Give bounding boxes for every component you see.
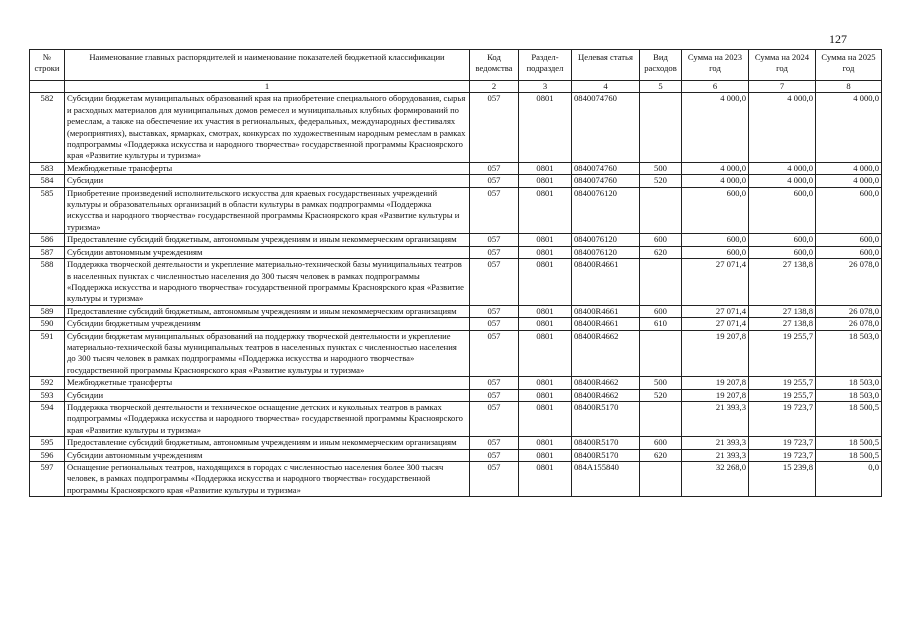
row-sum-2023: 21 393,3 bbox=[682, 401, 749, 436]
row-name: Субсидии бюджетам муниципальных образований края на приобретение специального оборудования, сырья и расходных материалов для муниципальных домов ремесел и муниципальных клубных формирований по ремеслам, а также на обеспечение их участия в региональных, федеральных, международных фестивалях (мероприятиях), выставках, ярмарках, смотрах, конкурсах по художественным народным ремеслам в рамках подпрограммы «Поддержка искусства и народного творчества» государственной программы Красноярского края «Развитие культуры и туризма» bbox=[65, 93, 470, 162]
row-sum-2025: 18 500,5 bbox=[816, 449, 882, 461]
row-target-code: 0840076120 bbox=[572, 234, 640, 246]
row-sum-2024: 600,0 bbox=[749, 246, 816, 258]
row-sum-2024: 27 138,8 bbox=[749, 305, 816, 317]
row-sum-2023: 27 071,4 bbox=[682, 318, 749, 330]
row-ved-code: 057 bbox=[470, 389, 519, 401]
header-target: Целевая статья bbox=[572, 50, 640, 81]
row-name: Поддержка творческой деятельности и техническое оснащение детских и кукольных театров в рамках подпрограммы «Поддержка искусства и народного творчества» государственной программы Красноярского края «Развитие культуры и туризма» bbox=[65, 401, 470, 436]
row-expense-type: 500 bbox=[640, 162, 682, 174]
table-row bbox=[30, 234, 882, 246]
row-sum-2023: 27 071,4 bbox=[682, 259, 749, 306]
header-no: № строки bbox=[30, 50, 65, 81]
row-target-code: 0840074760 bbox=[572, 162, 640, 174]
row-number: 594 bbox=[30, 401, 65, 436]
row-name: Предоставление субсидий бюджетным, автономным учреждениям и иным некоммерческим организациям bbox=[65, 234, 470, 246]
row-sum-2025: 600,0 bbox=[816, 234, 882, 246]
row-section-code: 0801 bbox=[519, 259, 572, 306]
header-sum-2023: Сумма на 2023 год bbox=[682, 50, 749, 81]
row-name: Межбюджетные трансферты bbox=[65, 162, 470, 174]
col-number: 1 bbox=[65, 81, 470, 93]
row-sum-2023: 4 000,0 bbox=[682, 93, 749, 162]
col-number: 2 bbox=[470, 81, 519, 93]
row-sum-2023: 600,0 bbox=[682, 234, 749, 246]
row-sum-2024: 4 000,0 bbox=[749, 162, 816, 174]
row-ved-code: 057 bbox=[470, 401, 519, 436]
row-name: Межбюджетные трансферты bbox=[65, 377, 470, 389]
row-ved-code: 057 bbox=[470, 162, 519, 174]
header-sum-2025: Сумма на 2025 год bbox=[816, 50, 882, 81]
table-row bbox=[30, 330, 882, 377]
row-number: 593 bbox=[30, 389, 65, 401]
col-number: 8 bbox=[816, 81, 882, 93]
row-target-code: 08400R4662 bbox=[572, 377, 640, 389]
row-target-code: 0840076120 bbox=[572, 187, 640, 234]
row-sum-2024: 4 000,0 bbox=[749, 93, 816, 162]
row-ved-code: 057 bbox=[470, 93, 519, 162]
row-target-code: 08400R4661 bbox=[572, 305, 640, 317]
row-sum-2024: 19 255,7 bbox=[749, 330, 816, 377]
row-section-code: 0801 bbox=[519, 377, 572, 389]
row-sum-2023: 19 207,8 bbox=[682, 330, 749, 377]
row-sum-2025: 18 503,0 bbox=[816, 389, 882, 401]
row-number: 586 bbox=[30, 234, 65, 246]
row-name: Предоставление субсидий бюджетным, автономным учреждениям и иным некоммерческим организациям bbox=[65, 437, 470, 449]
row-number: 597 bbox=[30, 462, 65, 497]
row-sum-2023: 600,0 bbox=[682, 246, 749, 258]
row-expense-type: 620 bbox=[640, 449, 682, 461]
row-expense-type: 620 bbox=[640, 246, 682, 258]
row-ved-code: 057 bbox=[470, 234, 519, 246]
row-ved-code: 057 bbox=[470, 187, 519, 234]
col-number: 5 bbox=[640, 81, 682, 93]
row-sum-2024: 19 255,7 bbox=[749, 389, 816, 401]
row-sum-2023: 4 000,0 bbox=[682, 175, 749, 187]
row-number: 585 bbox=[30, 187, 65, 234]
col-number: 7 bbox=[749, 81, 816, 93]
row-sum-2025: 4 000,0 bbox=[816, 162, 882, 174]
row-sum-2024: 19 723,7 bbox=[749, 449, 816, 461]
table-row bbox=[30, 259, 882, 306]
row-name: Оснащение региональных театров, находящихся в городах с численностью населения более 300 тысяч человек, в рамках подпрограммы «Поддержка искусства и народного творчества» государственной программы Красноярского края «Развитие культуры и туризма» bbox=[65, 462, 470, 497]
row-section-code: 0801 bbox=[519, 175, 572, 187]
row-expense-type bbox=[640, 462, 682, 497]
row-sum-2023: 19 207,8 bbox=[682, 389, 749, 401]
row-sum-2025: 18 500,5 bbox=[816, 401, 882, 436]
row-target-code: 08400R5170 bbox=[572, 449, 640, 461]
table-row bbox=[30, 246, 882, 258]
row-target-code: 0840074760 bbox=[572, 175, 640, 187]
row-ved-code: 057 bbox=[470, 318, 519, 330]
row-sum-2025: 18 503,0 bbox=[816, 330, 882, 377]
table-row bbox=[30, 377, 882, 389]
row-sum-2024: 600,0 bbox=[749, 187, 816, 234]
row-name: Субсидии бюджетам муниципальных образований на поддержку творческой деятельности и укрепление материально-технической базы муниципальных театров в населенных пунктах с численностью населения до 300 тысяч человек в рамках подпрограммы «Поддержка искусства и народного творчества» государственной программы Красноярского края «Развитие культуры и туризма» bbox=[65, 330, 470, 377]
row-number: 589 bbox=[30, 305, 65, 317]
row-expense-type: 520 bbox=[640, 175, 682, 187]
table-row bbox=[30, 401, 882, 436]
row-name: Субсидии бюджетным учреждениям bbox=[65, 318, 470, 330]
row-number: 587 bbox=[30, 246, 65, 258]
header-section: Раздел-подраздел bbox=[519, 50, 572, 81]
row-sum-2024: 19 723,7 bbox=[749, 401, 816, 436]
row-target-code: 08400R4662 bbox=[572, 389, 640, 401]
col-number: 3 bbox=[519, 81, 572, 93]
row-expense-type: 600 bbox=[640, 234, 682, 246]
row-name: Субсидии автономным учреждениям bbox=[65, 246, 470, 258]
row-target-code: 08400R5170 bbox=[572, 437, 640, 449]
row-expense-type: 500 bbox=[640, 377, 682, 389]
page-number: 127 bbox=[829, 32, 847, 46]
row-section-code: 0801 bbox=[519, 234, 572, 246]
table-row bbox=[30, 93, 882, 162]
row-section-code: 0801 bbox=[519, 318, 572, 330]
row-section-code: 0801 bbox=[519, 162, 572, 174]
row-ved-code: 057 bbox=[470, 259, 519, 306]
column-number-row bbox=[30, 81, 882, 93]
row-sum-2025: 18 503,0 bbox=[816, 377, 882, 389]
row-number: 592 bbox=[30, 377, 65, 389]
row-section-code: 0801 bbox=[519, 437, 572, 449]
row-sum-2025: 4 000,0 bbox=[816, 93, 882, 162]
row-name: Субсидии bbox=[65, 389, 470, 401]
row-section-code: 0801 bbox=[519, 389, 572, 401]
row-sum-2024: 600,0 bbox=[749, 234, 816, 246]
row-expense-type bbox=[640, 93, 682, 162]
table-row bbox=[30, 175, 882, 187]
row-ved-code: 057 bbox=[470, 449, 519, 461]
row-sum-2023: 600,0 bbox=[682, 187, 749, 234]
row-expense-type: 520 bbox=[640, 389, 682, 401]
col-number bbox=[30, 81, 65, 93]
table-header-row bbox=[30, 50, 882, 81]
row-expense-type bbox=[640, 187, 682, 234]
row-expense-type: 600 bbox=[640, 437, 682, 449]
table-row bbox=[30, 318, 882, 330]
table-row bbox=[30, 389, 882, 401]
row-sum-2023: 32 268,0 bbox=[682, 462, 749, 497]
row-sum-2025: 600,0 bbox=[816, 187, 882, 234]
row-sum-2023: 19 207,8 bbox=[682, 377, 749, 389]
row-target-code: 0840074760 bbox=[572, 93, 640, 162]
row-ved-code: 057 bbox=[470, 462, 519, 497]
row-section-code: 0801 bbox=[519, 449, 572, 461]
row-sum-2025: 26 078,0 bbox=[816, 259, 882, 306]
row-section-code: 0801 bbox=[519, 330, 572, 377]
row-sum-2025: 4 000,0 bbox=[816, 175, 882, 187]
row-sum-2025: 26 078,0 bbox=[816, 318, 882, 330]
row-sum-2024: 19 723,7 bbox=[749, 437, 816, 449]
row-name: Поддержка творческой деятельности и укрепление материально-технической базы муниципальных театров в населенных пунктах с численностью населения до 300 тысяч человек в рамках подпрограммы «Поддержка искусства и народного творчества» государственной программы Красноярского края «Развитие культуры и туризма» bbox=[65, 259, 470, 306]
row-number: 582 bbox=[30, 93, 65, 162]
table-row bbox=[30, 462, 882, 497]
row-sum-2023: 21 393,3 bbox=[682, 449, 749, 461]
row-target-code: 08400R4661 bbox=[572, 259, 640, 306]
table-row bbox=[30, 305, 882, 317]
row-section-code: 0801 bbox=[519, 305, 572, 317]
row-target-code: 0840076120 bbox=[572, 246, 640, 258]
table-row bbox=[30, 449, 882, 461]
row-ved-code: 057 bbox=[470, 305, 519, 317]
row-sum-2023: 21 393,3 bbox=[682, 437, 749, 449]
header-sum-2024: Сумма на 2024 год bbox=[749, 50, 816, 81]
row-target-code: 08400R4662 bbox=[572, 330, 640, 377]
row-sum-2024: 4 000,0 bbox=[749, 175, 816, 187]
budget-table bbox=[29, 49, 882, 497]
row-sum-2023: 4 000,0 bbox=[682, 162, 749, 174]
row-expense-type bbox=[640, 401, 682, 436]
row-section-code: 0801 bbox=[519, 462, 572, 497]
row-name: Субсидии bbox=[65, 175, 470, 187]
row-ved-code: 057 bbox=[470, 437, 519, 449]
row-name: Приобретение произведений исполнительского искусства для краевых государственных учреждений культуры и образовательных организаций в области культуры в рамках подпрограммы «Поддержка искусства и народного творчества» государственной программы Красноярского края «Развитие культуры и туризма» bbox=[65, 187, 470, 234]
row-section-code: 0801 bbox=[519, 93, 572, 162]
row-target-code: 084A155840 bbox=[572, 462, 640, 497]
row-number: 595 bbox=[30, 437, 65, 449]
row-ved-code: 057 bbox=[470, 246, 519, 258]
row-number: 590 bbox=[30, 318, 65, 330]
table-row bbox=[30, 187, 882, 234]
row-number: 596 bbox=[30, 449, 65, 461]
row-sum-2024: 15 239,8 bbox=[749, 462, 816, 497]
row-expense-type: 600 bbox=[640, 305, 682, 317]
row-number: 583 bbox=[30, 162, 65, 174]
row-section-code: 0801 bbox=[519, 246, 572, 258]
col-number: 6 bbox=[682, 81, 749, 93]
row-expense-type bbox=[640, 330, 682, 377]
row-expense-type bbox=[640, 259, 682, 306]
header-type: Вид расходов bbox=[640, 50, 682, 81]
row-name: Предоставление субсидий бюджетным, автономным учреждениям и иным некоммерческим организациям bbox=[65, 305, 470, 317]
row-ved-code: 057 bbox=[470, 377, 519, 389]
row-expense-type: 610 bbox=[640, 318, 682, 330]
row-number: 591 bbox=[30, 330, 65, 377]
row-number: 588 bbox=[30, 259, 65, 306]
col-number: 4 bbox=[572, 81, 640, 93]
row-sum-2024: 19 255,7 bbox=[749, 377, 816, 389]
row-sum-2023: 27 071,4 bbox=[682, 305, 749, 317]
table-row bbox=[30, 162, 882, 174]
header-name: Наименование главных распорядителей и наименование показателей бюджетной классификации bbox=[65, 50, 470, 81]
row-name: Субсидии автономным учреждениям bbox=[65, 449, 470, 461]
row-target-code: 08400R4661 bbox=[572, 318, 640, 330]
row-sum-2025: 600,0 bbox=[816, 246, 882, 258]
row-section-code: 0801 bbox=[519, 401, 572, 436]
row-target-code: 08400R5170 bbox=[572, 401, 640, 436]
table-row bbox=[30, 437, 882, 449]
row-sum-2024: 27 138,8 bbox=[749, 318, 816, 330]
row-ved-code: 057 bbox=[470, 330, 519, 377]
row-sum-2025: 18 500,5 bbox=[816, 437, 882, 449]
row-sum-2025: 26 078,0 bbox=[816, 305, 882, 317]
row-ved-code: 057 bbox=[470, 175, 519, 187]
row-sum-2024: 27 138,8 bbox=[749, 259, 816, 306]
header-ved: Код ведомства bbox=[470, 50, 519, 81]
row-number: 584 bbox=[30, 175, 65, 187]
row-sum-2025: 0,0 bbox=[816, 462, 882, 497]
row-section-code: 0801 bbox=[519, 187, 572, 234]
